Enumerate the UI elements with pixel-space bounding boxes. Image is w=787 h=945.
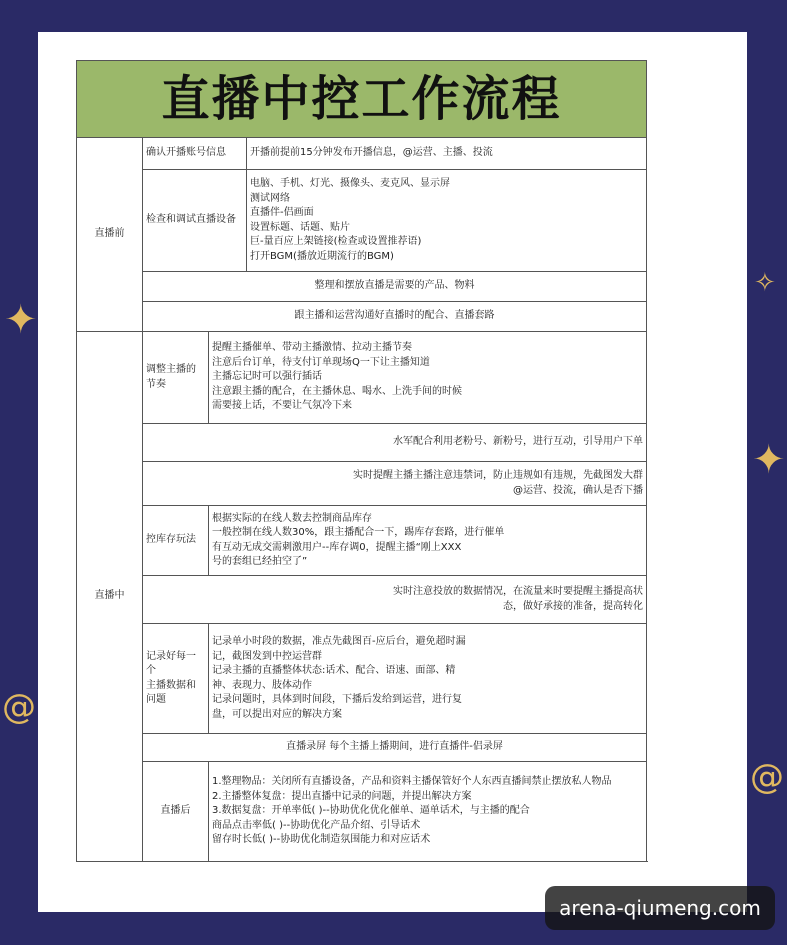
step-full: 实时注意投放的数据情况，在流量来时要提醒主播提高状 态，做好承接的准备，提高转化 xyxy=(143,576,647,624)
step-label: 调整主播的 节奏 xyxy=(143,332,209,424)
step-content: 1.整理物品：关闭所有直播设备，产品和资料主播保管好个人东西直播间禁止摆放私人物品 2.主播整体复盘：提出直播中记录的问题，并提出解决方案 3.数据复盘：开单率低( )--协助优化优化催单、逼单话术，与主播的配合 商品点击率低( )--协助优化产品介绍、引导话术 留存时长低( )--协助优化制造氛围能力和对应话术 xyxy=(209,762,647,862)
phase-label-pre: 直播前 xyxy=(77,138,143,332)
step-full: 水军配合利用老粉号、新粉号，进行互动，引导用户下单 xyxy=(143,424,647,462)
step-content: 开播前提前15分钟发布开播信息，@运营、主播、投流 xyxy=(247,138,647,170)
sparkle-icon: ✦ xyxy=(752,437,786,483)
step-full: 实时提醒主播主播注意违禁词，防止违规如有违规，先截图发大群 @运营、投流，确认是否下播 xyxy=(143,462,647,506)
watermark: arena-qiumeng.com xyxy=(545,886,775,930)
step-full: 跟主播和运营沟通好直播时的配合、直播套路 xyxy=(143,302,647,332)
step-label: 检查和调试直播设备 xyxy=(143,170,247,272)
step-content: 电脑、手机、灯光、摄像头、麦克风、显示屏 测试网络 直播伴-侣画面 设置标题、话题、贴片 巨-量百应上架链接(检查或设置推荐语) 打开BGM(播放近期流行的BGM) xyxy=(247,170,647,272)
sparkle-icon: ✦ xyxy=(4,297,38,343)
step-label: 控库存玩法 xyxy=(143,506,209,576)
step-content: 提醒主播催单、带动主播激情、拉动主播节奏 注意后台订单，待支付订单现场Q一下让主播知道 主播忘记时可以强行插话 注意跟主播的配合，在主播休息、喝水、上洗手间的时候 需要接上话，不要让气氛冷下来 xyxy=(209,332,647,424)
cloud-swirl-icon: @ xyxy=(750,757,784,797)
step-label: 记录好每一 个 主播数据和 问题 xyxy=(143,624,209,734)
page-title: 直播中控工作流程 xyxy=(77,61,647,138)
step-full: 整理和摆放直播是需要的产品、物料 xyxy=(143,272,647,302)
sparkle-icon: ✧ xyxy=(754,268,776,298)
phase-label-mid: 直播中 xyxy=(77,332,143,862)
cloud-swirl-icon: @ xyxy=(2,687,36,727)
workflow-table xyxy=(76,60,647,862)
phase-label-post: 直播后 xyxy=(143,762,209,862)
step-full: 直播录屏 每个主播上播期间，进行直播伴-侣录屏 xyxy=(143,734,647,762)
step-content: 记录单小时段的数据，准点先截图百-应后台，避免超时漏 记，截图发到中控运营群 记录主播的直播整体状态:话术、配合、语速、面部、精 神、表现力、肢体动作 记录问题时，具体到时间段，下播后发给到运营，进行复 盘，可以提出对应的解决方案 xyxy=(209,624,647,734)
step-label: 确认开播账号信息 xyxy=(143,138,247,170)
step-content: 根据实际的在线人数去控制商品库存 一般控制在线人数30%，跟主播配合一下，踢库存套路，进行催单 有互动无成交需刺激用户--库存调0，提醒主播“刚上XXX 号的套组已经拍空了” xyxy=(209,506,647,576)
